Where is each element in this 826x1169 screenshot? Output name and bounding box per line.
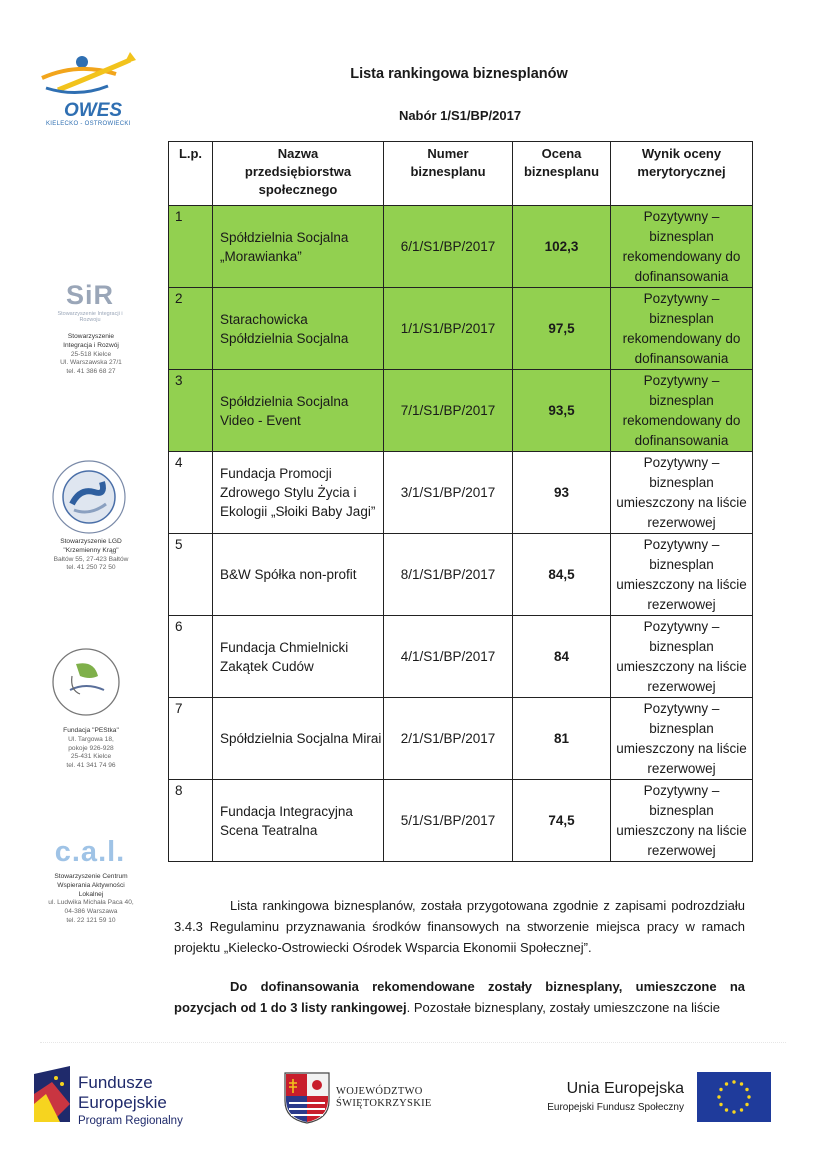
- owes-name: OWES: [64, 100, 123, 121]
- pestka-logo: [50, 646, 122, 718]
- table-row: [169, 780, 753, 862]
- cell-score: 84: [513, 616, 611, 698]
- partner-line: Ul. Warszawska 27/1: [60, 359, 122, 367]
- cell-name: Spółdzielnia Socjalna Mirai: [213, 698, 384, 780]
- eu-star-icon: [745, 1103, 748, 1106]
- pestka-icon: [50, 646, 122, 718]
- table-row: [169, 452, 753, 534]
- cell-score: 84,5: [513, 534, 611, 616]
- cell-result: Pozytywny – biznesplan umieszczony na liście rezerwowej: [611, 698, 753, 780]
- cell-number: 5/1/S1/BP/2017: [384, 780, 513, 862]
- cell-name: Spółdzielnia Socjalna Video - Event: [213, 370, 384, 452]
- partner-line: 25-431 Kielce: [70, 753, 112, 761]
- partner-line: Wspierania Aktywności: [57, 881, 125, 889]
- eu-star-icon: [725, 1082, 728, 1085]
- header-score: Ocena biznesplanu: [513, 142, 611, 206]
- eu-star-icon: [719, 1103, 722, 1106]
- cell-number: 6/1/S1/BP/2017: [384, 206, 513, 288]
- cell-name: B&W Spółka non-profit: [213, 534, 384, 616]
- wojewodztwo-text: [336, 1086, 432, 1110]
- partner-line: "Krzemienny Krąg": [63, 546, 119, 554]
- cell-number: 4/1/S1/BP/2017: [384, 616, 513, 698]
- cal-logo: [50, 836, 130, 869]
- fe-line2: Europejskie: [78, 1093, 167, 1112]
- partner-line: ul. Ludwika Michała Paca 40,: [48, 899, 134, 907]
- eu-star-icon: [717, 1095, 720, 1098]
- sir-logo-subtitle: Stowarzyszenie Integracji i Rozwoju: [57, 311, 123, 323]
- partner-line: Lokalnej: [78, 890, 104, 898]
- krzemienny-krag-logo: [50, 458, 128, 536]
- cell-lp: 5: [169, 534, 213, 616]
- partner-line: tel. 41 386 68 27: [66, 368, 116, 376]
- partner-krag-info: [36, 538, 146, 573]
- cell-result: Pozytywny – biznesplan rekomendowany do dofinansowania: [611, 370, 753, 452]
- partner-line: Integracja i Rozwój: [63, 341, 119, 349]
- cell-number: 2/1/S1/BP/2017: [384, 698, 513, 780]
- cell-result: Pozytywny – biznesplan umieszczony na liście rezerwowej: [611, 534, 753, 616]
- woj-line1: WOJEWÓDZTWO: [336, 1086, 423, 1097]
- partner-cal-info: [36, 873, 146, 926]
- fe-line3: Program Regionalny: [78, 1115, 183, 1127]
- header-number: Numer biznesplanu: [384, 142, 513, 206]
- partner-line: Ul. Targowa 18,: [68, 735, 114, 743]
- partner-line: Stowarzyszenie: [67, 333, 115, 340]
- partner-line: tel. 41 250 72 50: [66, 564, 116, 572]
- table-header-row: [169, 142, 753, 206]
- cell-name: Starachowicka Spółdzielnia Socjalna: [213, 288, 384, 370]
- ue-text: [506, 1080, 684, 1113]
- header-result: Wynik oceny merytorycznej: [611, 142, 753, 206]
- eu-star-icon: [719, 1088, 722, 1091]
- table-body: [169, 206, 753, 862]
- cell-number: 8/1/S1/BP/2017: [384, 534, 513, 616]
- cell-lp: 2: [169, 288, 213, 370]
- sir-logo-text: SiR: [65, 280, 114, 310]
- fundusze-europejskie-icon: [32, 1064, 72, 1124]
- eu-star-icon: [725, 1108, 728, 1111]
- partner-line: tel. 22 121 59 10: [66, 916, 116, 924]
- partner-line: 04-386 Warszawa: [64, 908, 118, 916]
- sir-logo: [54, 280, 126, 323]
- eu-star-icon: [747, 1095, 750, 1098]
- partner-line: Fundacja "PEStka": [63, 727, 119, 734]
- cell-number: 7/1/S1/BP/2017: [384, 370, 513, 452]
- cell-lp: 8: [169, 780, 213, 862]
- fe-line1: Fundusze: [78, 1073, 153, 1092]
- partner-sir-info: [36, 333, 146, 377]
- eu-star-icon: [732, 1110, 735, 1113]
- partner-line: Stowarzyszenie Centrum: [54, 873, 128, 880]
- recommendation-bold: Do dofinansowania rekomendowane zostały biznesplany, umieszczone na pozycjach od 1 do 3 listy rankingowej: [174, 979, 745, 1015]
- cell-name: Spółdzielnia Socjalna „Morawianka”: [213, 206, 384, 288]
- cell-name: Fundacja Integracyjna Scena Teatralna: [213, 780, 384, 862]
- cell-result: Pozytywny – biznesplan umieszczony na liście rezerwowej: [611, 780, 753, 862]
- cell-name: Fundacja Promocji Zdrowego Stylu Życia i Ekologii „Słoiki Baby Jagi”: [213, 452, 384, 534]
- table-row: [169, 370, 753, 452]
- cal-logo-text: c.a.l.: [54, 836, 126, 868]
- woj-line2: ŚWIĘTOKRZYSKIE: [336, 1098, 432, 1109]
- eu-star-icon: [740, 1082, 743, 1085]
- partner-line: pokoje 926-928: [68, 744, 114, 752]
- page-title: Lista rankingowa biznesplanów: [350, 66, 568, 82]
- cell-result: Pozytywny – biznesplan umieszczony na liście rezerwowej: [611, 616, 753, 698]
- partner-line: Stowarzyszenie LGD: [60, 538, 122, 545]
- header-lp: L.p.: [169, 142, 213, 206]
- paragraph-recommendation: [174, 976, 745, 1018]
- cell-score: 93,5: [513, 370, 611, 452]
- page-subtitle: Nabór 1/S1/BP/2017: [398, 108, 522, 123]
- cell-lp: 4: [169, 452, 213, 534]
- cell-name: Fundacja Chmielnicki Zakątek Cudów: [213, 616, 384, 698]
- ue-line1: Unia Europejska: [566, 1080, 684, 1097]
- krzemienny-krag-icon: [50, 458, 128, 536]
- partner-pestka-info: [36, 727, 146, 771]
- wojewodztwo-coat-of-arms-icon: [283, 1071, 331, 1125]
- ranking-table: [168, 141, 753, 862]
- cell-result: Pozytywny – biznesplan umieszczony na liście rezerwowej: [611, 452, 753, 534]
- cell-lp: 3: [169, 370, 213, 452]
- table-row: [169, 534, 753, 616]
- owes-subtitle: KIELECKO - OSTROWIECKI: [46, 121, 131, 127]
- cell-number: 3/1/S1/BP/2017: [384, 452, 513, 534]
- fundusze-europejskie-text: [78, 1073, 183, 1127]
- partner-line: 25-518 Kielce: [70, 350, 112, 358]
- cell-lp: 7: [169, 698, 213, 780]
- ue-line2: Europejski Fundusz Społeczny: [547, 1102, 684, 1113]
- recommendation-rest: . Pozostałe biznesplany, zostały umieszczone na liście: [406, 1000, 720, 1015]
- cell-score: 81: [513, 698, 611, 780]
- table-row: [169, 698, 753, 780]
- cell-result: Pozytywny – biznesplan rekomendowany do dofinansowania: [611, 206, 753, 288]
- table-row: [169, 616, 753, 698]
- header-name: Nazwa przedsiębiorstwa społecznego: [213, 142, 384, 206]
- table-row: [169, 206, 753, 288]
- cell-lp: 6: [169, 616, 213, 698]
- eu-flag-icon: [697, 1072, 771, 1122]
- partner-line: Bałtów 55, 27-423 Bałtów: [53, 555, 129, 563]
- partner-line: tel. 41 341 74 96: [66, 762, 116, 770]
- cell-lp: 1: [169, 206, 213, 288]
- paragraph-note: Lista rankingowa biznesplanów, została przygotowana zgodnie z zapisami podrozdziału 3.4.3 Regulaminu przyznawania środków finansowych na stworzenie miejsca pracy w ramach projektu „Kielecko-Ostrowiecki Ośrodek Wsparcia Ekonomii Społecznej”.: [174, 898, 745, 955]
- cell-result: Pozytywny – biznesplan rekomendowany do dofinansowania: [611, 288, 753, 370]
- cell-score: 97,5: [513, 288, 611, 370]
- footer-divider: [40, 1042, 786, 1043]
- table-row: [169, 288, 753, 370]
- cell-score: 102,3: [513, 206, 611, 288]
- eu-star-icon: [732, 1080, 735, 1083]
- cell-number: 1/1/S1/BP/2017: [384, 288, 513, 370]
- cell-score: 93: [513, 452, 611, 534]
- eu-star-icon: [745, 1088, 748, 1091]
- cell-score: 74,5: [513, 780, 611, 862]
- eu-star-icon: [740, 1108, 743, 1111]
